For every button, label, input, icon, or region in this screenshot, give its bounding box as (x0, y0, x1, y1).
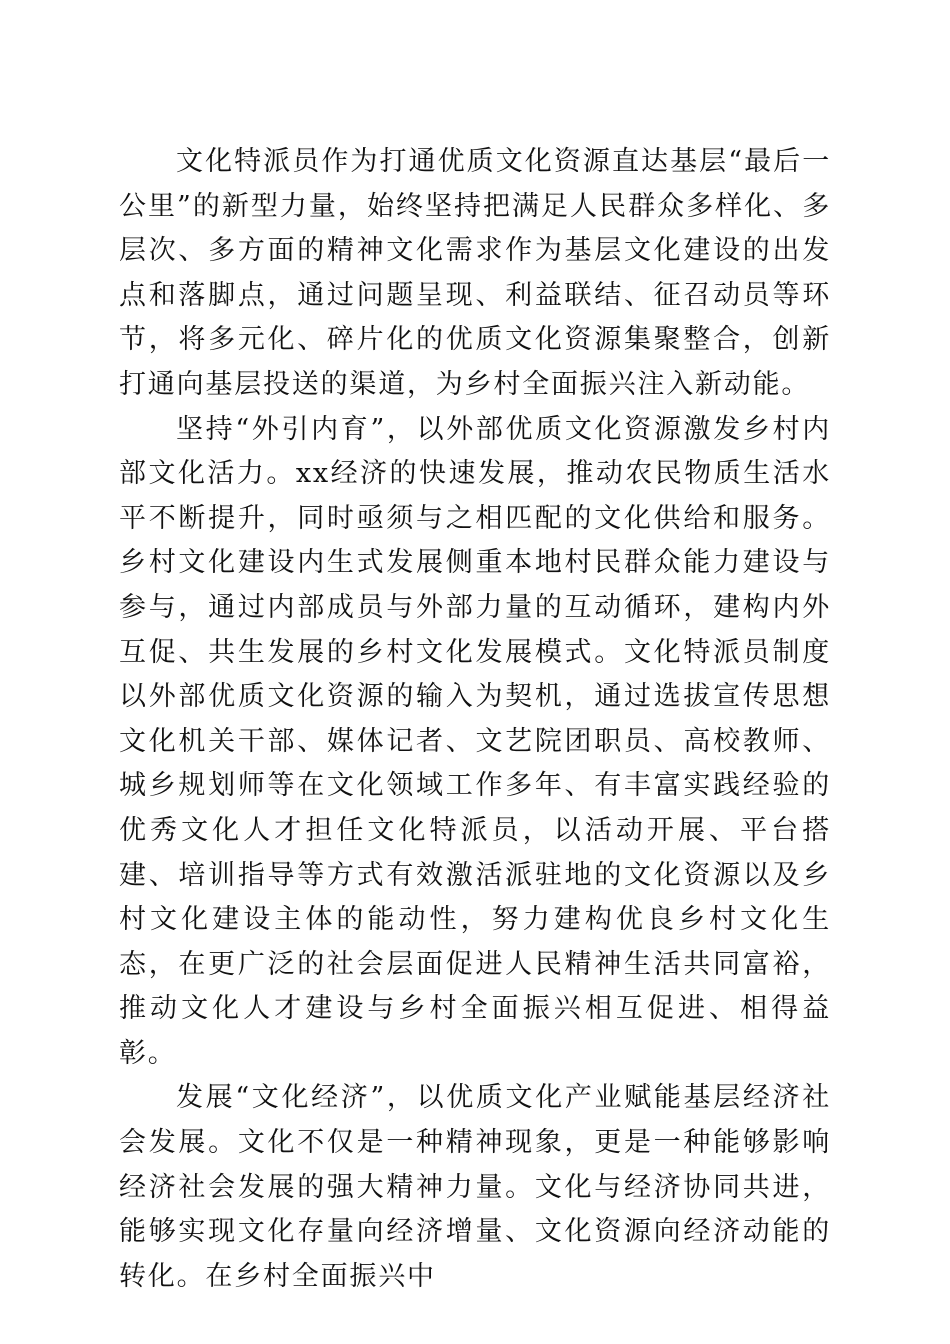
document-body (119, 140, 831, 1299)
paragraph-3: 发展“文化经济”，以优质文化产业赋能基层经济社会发展。文化不仅是一种精神现象，更是一种能够影响经济社会发展的强大精神力量。文化与经济协同共进，能够实现文化存量向经济增量、文化资源向经济动能的转化。在乡村全面振兴中 (119, 1082, 831, 1292)
paragraph-2: 坚持“外引内育”，以外部优质文化资源激发乡村内部文化活力。xx经济的快速发展，推动农民物质生活水平不断提升，同时亟须与之相匹配的文化供给和服务。乡村文化建设内生式发展侧重本地村民群众能力建设与参与，通过内部成员与外部力量的互动循环，建构内外互促、共生发展的乡村文化发展模式。文化特派员制度以外部优质文化资源的输入为契机，通过选拔宣传思想文化机关干部、媒体记者、文艺院团职员、高校教师、城乡规划师等在文化领域工作多年、有丰富实践经验的优秀文化人才担任文化特派员，以活动开展、平台搭建、培训指导等方式有效激活派驻地的文化资源以及乡村文化建设主体的能动性，努力建构优良乡村文化生态，在更广泛的社会层面促进人民精神生活共同富裕，推动文化人才建设与乡村全面振兴相互促进、相得益彰。 (119, 413, 831, 1069)
paragraph-1: 文化特派员作为打通优质文化资源直达基层“最后一公里”的新型力量，始终坚持把满足人民群众多样化、多层次、多方面的精神文化需求作为基层文化建设的出发点和落脚点，通过问题呈现、利益联结、征召动员等环节，将多元化、碎片化的优质文化资源集聚整合，创新打通向基层投送的渠道，为乡村全面振兴注入新动能。 (119, 146, 831, 400)
